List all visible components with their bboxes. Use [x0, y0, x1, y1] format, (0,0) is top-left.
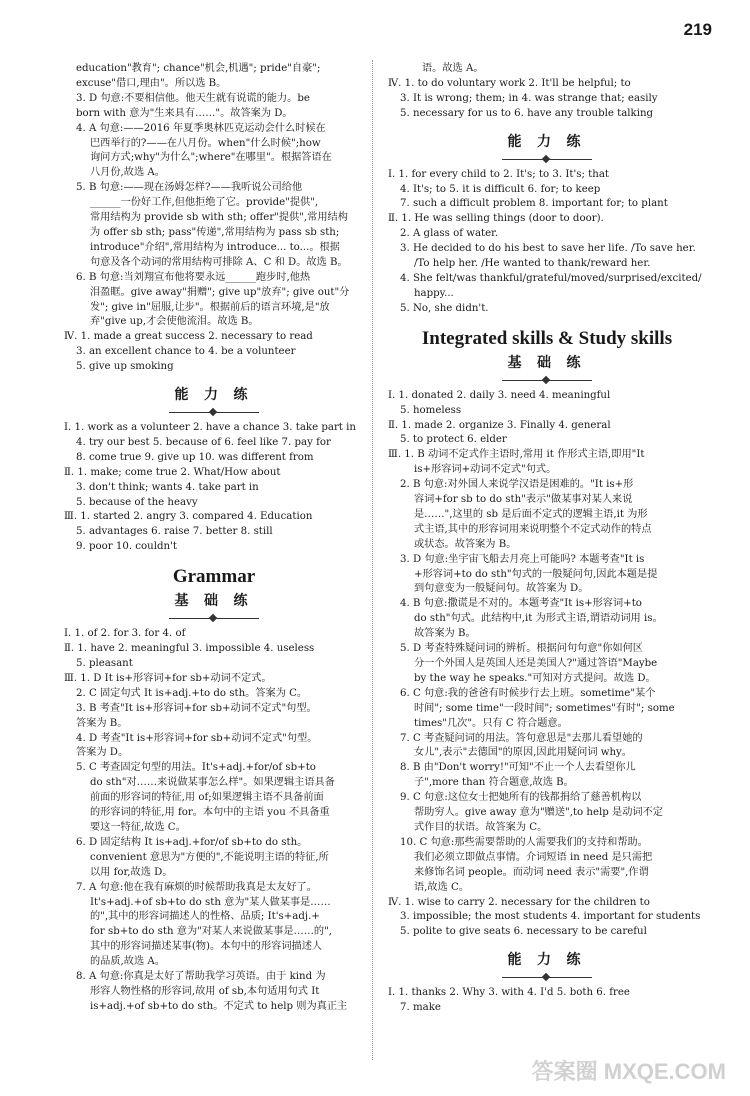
answer-line: 句意及各个动词的常用结构可排除 A、C 和 D。故选 B。: [90, 256, 348, 268]
answer-line: 2. C 固定句式 It is+adj.+to do sth。答案为 C。: [76, 687, 308, 699]
answer-line: 6. B 句意:当刘翔宣布他将要永远______跑步时,他热: [76, 271, 311, 283]
answer-line: 来修饰名词 people。而动词 need 表示"需要",作谓: [414, 866, 649, 878]
answer-line: Ⅲ. 1. B 动词不定式作主语时,常用 it 作形式主语,即用"It: [388, 449, 645, 461]
section-subheading: 基 础 练: [174, 594, 254, 610]
answer-line: is+形容词+动词不定式"句式。: [414, 464, 557, 476]
answer-line: 5. to protect 6. elder: [400, 434, 507, 446]
answer-line: 6. C 句意:我的爸爸有时候步行去上班。sometime"某个: [400, 687, 656, 699]
answer-line: 7. such a difficult problem 8. important for; to plant: [400, 198, 668, 210]
answer-line: 常用结构为 provide sb with sth; offer"提供",常用结构: [90, 212, 348, 224]
answer-line: 5. No, she didn't.: [400, 302, 489, 314]
answer-line: Ⅱ. 1. have 2. meaningful 3. impossible 4. useless: [64, 643, 315, 655]
answer-line: 帮助穷人。give away 意为"赠送",to help 是动词不定: [414, 807, 663, 819]
heading-ornament: [169, 409, 259, 415]
answer-line: 4. try our best 5. because of 6. feel like 7. pay for: [76, 436, 331, 448]
answer-line: 8. come true 9. give up 10. was different from: [76, 451, 314, 463]
answer-line: 到句意变为一般疑问句。故答案为 D。: [414, 583, 589, 595]
answer-line: 3. B 考查"It is+形容词+for sb+动词不定式"句型。: [76, 702, 317, 714]
answer-line: times"几次"。只有 C 符合题意。: [414, 717, 568, 729]
answer-line: 答案为 D。: [76, 747, 129, 759]
answer-line: 5. pleasant: [76, 658, 133, 669]
heading-ornament: [502, 377, 592, 383]
answer-line: 分一个外国人是英国人还是美国人?"通过答语"Maybe: [414, 658, 658, 669]
answer-line: 的",其中的形容词描述人的性格、品质; It's+adj.+: [90, 911, 320, 923]
answer-line: Ⅰ. 1. of 2. for 3. for 4. of: [64, 628, 186, 640]
answer-line: introduce"介绍",常用结构为 introduce... to...。根据: [90, 241, 340, 253]
answer-line: 为 offer sb sth; pass"传递",常用结构为 pass sb sth;: [90, 226, 340, 238]
heading-ornament: [169, 615, 259, 621]
answer-line: 的品质,故选 A。: [90, 956, 165, 968]
answer-line: +形容词+to do sth"句式的一般疑问句,因此本题是提: [414, 568, 658, 580]
section-subheading: 能 力 练: [507, 953, 587, 969]
answer-line: Ⅳ. 1. to do voluntary work 2. It'll be helpful; to: [388, 77, 631, 89]
page-number: 219: [683, 20, 712, 39]
answer-line: 7. C 考查疑问词的用法。答句意思是"去那儿看望她的: [400, 732, 643, 744]
answer-line: 语,故选 C。: [414, 881, 470, 893]
answer-line: 容词+for sb to do sth"表示"做某事对某人来说: [414, 494, 633, 506]
answer-line: 的形容词的特征,用 for。本句中的主语 you 不具备重: [90, 807, 330, 819]
section-heading: Integrated skills & Study skills: [421, 327, 673, 349]
answer-line: 3. an excellent chance to 4. be a volunteer: [76, 346, 296, 358]
answer-line: 4. It's; to 5. it is difficult 6. for; to keep: [400, 183, 601, 195]
answer-line: 5. homeless: [400, 404, 462, 416]
answer-line: 3. D 句意:坐宇宙飞船去月亮上可能吗? 本题考查"It is: [400, 553, 645, 565]
heading-ornament: [502, 974, 592, 980]
answer-line: education"教育"; chance"机会,机遇"; pride"自豪";: [76, 63, 321, 74]
answer-line: is+adj.+of sb+to do sth。不定式 to help 则为真正主: [90, 1000, 348, 1012]
watermark-text: 答案圈 MXQE.COM: [531, 1059, 726, 1084]
heading-ornament: [502, 156, 592, 162]
answer-line: for sb+to do sth 意为"对某人来说做某事是……的",: [90, 926, 333, 938]
answer-line: 3. don't think; wants 4. take part in: [76, 481, 259, 493]
answer-line: 5. because of the heavy: [76, 496, 198, 508]
answer-line: 询问方式;why"为什么";where"在哪里"。根据答语在: [90, 152, 332, 164]
answer-line: 女儿",表示"去德国"的原因,因此用疑问词 why。: [414, 747, 632, 759]
answer-line: 2. B 句意:对外国人来说学汉语是困难的。"It is+形: [400, 479, 634, 491]
answer-line: 10. C 句意:那些需要帮助的人需要我们的支持和帮助。: [400, 836, 648, 848]
answer-line: 弃"give up,才会使他流泪。故选 B。: [90, 316, 259, 328]
left-column: [64, 62, 364, 1015]
answer-line: Ⅲ. 1. D It is+形容词+for sb+动词不定式。: [64, 672, 272, 684]
answer-line: 要这一特征,故选 C。: [90, 821, 186, 833]
answer-line: Ⅰ. 1. work as a volunteer 2. have a chance 3. take part in: [64, 422, 356, 434]
answer-line: do sth"对……来说做某事怎么样"。如果逻辑主语具备: [90, 777, 335, 789]
answer-line: by the way he speaks."可知对方式提问。故选 D。: [414, 672, 656, 684]
answer-line: 5. B 句意:——现在汤姆怎样?——我听说公司给他: [76, 182, 303, 194]
answer-line: 形容人物性格的形容词,故用 of sb,本句适用句式 It: [90, 985, 320, 997]
answer-line: 是……",这里的 sb 是后面不定式的逻辑主语,it 为形: [414, 508, 648, 520]
answer-line: 3. It is wrong; them; in 4. was strange that; easily: [400, 92, 658, 104]
answer-line: Ⅰ. 1. thanks 2. Why 3. with 4. I'd 5. both 6. free: [388, 987, 630, 999]
answer-line: Ⅲ. 1. started 2. angry 3. compared 4. Education: [64, 511, 313, 523]
answer-line: ______一份好工作,但他拒绝了它。provide"提供",: [90, 197, 319, 209]
answer-line: 9. poor 10. couldn't: [76, 541, 177, 553]
section-subheading: 基 础 练: [507, 355, 587, 371]
answer-line: 八月份,故选 A。: [90, 167, 165, 179]
answer-line: 5. necessary for us to 6. have any trouble talking: [400, 107, 654, 119]
answer-line: Ⅳ. 1. made a great success 2. necessary to read: [64, 331, 313, 343]
answer-line: Ⅱ. 1. made 2. organize 3. Finally 4. general: [388, 419, 611, 431]
answer-line: Ⅳ. 1. wise to carry 2. necessary for the children to: [388, 896, 650, 908]
answer-line: 4. A 句意:——2016 年夏季奥林匹克运动会什么时候在: [76, 122, 326, 134]
answer-line: 5. give up smoking: [76, 361, 174, 373]
answer-line: 发"; give in"屈服,让步"。根据前后的语言环境,是"放: [90, 301, 330, 313]
answer-line: 4. She felt/was thankful/grateful/moved/surprised/excited/: [400, 272, 702, 284]
answer-line: 故答案为 B。: [414, 628, 476, 640]
answer-line: 8. B 由"Don't worry!"可知"不止一个人去看望你儿: [400, 762, 636, 774]
answer-line: 3. impossible; the most students 4. important for students: [400, 911, 701, 923]
answer-line: 6. D 固定结构 It is+adj.+for/of sb+to do sth。: [76, 836, 308, 848]
answer-line: 式作目的状语。故答案为 C。: [414, 821, 548, 833]
answer-line: /To help her. /He wanted to thank/reward her.: [414, 258, 651, 270]
answer-line: convenient 意思为"方便的",不能说明主语的特征,所: [90, 851, 329, 863]
answer-line: 2. A glass of water.: [400, 228, 499, 240]
right-column: [388, 62, 706, 1016]
answer-line: 泪盈眶。give away"捐赠"; give up"放弃"; give out"分: [90, 286, 350, 298]
answer-line: Ⅰ. 1. donated 2. daily 3. need 4. meaningful: [388, 389, 611, 401]
answer-line: 9. C 句意:这位女士把她所有的钱都捐给了慈善机构以: [400, 792, 642, 804]
answer-line: 5. polite to give seats 6. necessary to be careful: [400, 926, 647, 938]
answer-line: 5. C 考查固定句型的用法。It's+adj.+for/of sb+to: [76, 762, 316, 774]
column-divider: [372, 60, 373, 1060]
answer-line: 4. D 考查"It is+形容词+for sb+动词不定式"句型。: [76, 732, 318, 744]
answer-line: 式主语,其中的形容词用来说明整个不定式动作的特点: [414, 523, 652, 535]
answer-line: 以用 for,故选 D。: [90, 866, 173, 878]
answer-line: Ⅱ. 1. He was selling things (door to door).: [388, 213, 604, 225]
answer-line: 8. A 句意:你真是太好了帮助我学习英语。由于 kind 为: [76, 971, 326, 983]
answer-line: It's+adj.+of sb+to do sth 意为"某人做某事是……: [90, 896, 331, 908]
answer-line: Ⅰ. 1. for every child to 2. It's; to 3. It's; that: [388, 168, 609, 180]
answer-line: 7. A 句意:他在我有麻烦的时候帮助我真是太友好了。: [76, 881, 317, 893]
answer-line: 时间"; some time"一段时间"; sometimes"有时"; some: [414, 702, 675, 714]
answer-line: 3. He decided to do his best to save her life. /To save her.: [400, 243, 696, 255]
answer-line: 巴西举行的?——在八月份。when"什么时候";how: [90, 137, 321, 149]
answer-line: Ⅱ. 1. make; come true 2. What/How about: [64, 466, 281, 478]
section-subheading: 能 力 练: [507, 134, 587, 150]
answer-line: 或状态。故答案为 B。: [414, 538, 517, 550]
answer-line: 3. D 句意:不要相信他。他天生就有说谎的能力。be: [76, 92, 310, 104]
answer-line: happy...: [414, 287, 454, 299]
answer-line: 5. D 考查特殊疑问词的辨析。根据问句句意"你如何区: [400, 643, 643, 655]
section-subheading: 能 力 练: [174, 388, 254, 404]
answer-line: 4. B 句意:撒谎是不对的。本题考查"It is+形容词+to: [400, 598, 642, 610]
answer-line: 语。故选 A。: [422, 63, 484, 74]
answer-line: 子",more than 符合题意,故选 B。: [414, 777, 574, 789]
answer-line: 7. make: [400, 1002, 441, 1014]
section-heading: Grammar: [172, 566, 256, 588]
answer-line: 其中的形容词描述某事(物)。本句中的形容词描述人: [90, 941, 323, 953]
answer-line: excuse"借口,理由"。所以选 B。: [76, 77, 227, 89]
answer-line: 我们必须立即做点事情。介词短语 in need 是只需把: [414, 851, 653, 863]
answer-line: 前面的形容词的特征,用 of;如果逻辑主语不具备前面: [90, 792, 324, 804]
answer-line: 5. advantages 6. raise 7. better 8. still: [76, 526, 273, 538]
answer-line: born with 意为"生来具有……"。故答案为 D。: [76, 107, 293, 119]
answer-line: do sth"句式。此结构中,it 为形式主语,谓语动词用 is。: [414, 613, 663, 625]
answer-line: 答案为 B。: [76, 717, 128, 729]
